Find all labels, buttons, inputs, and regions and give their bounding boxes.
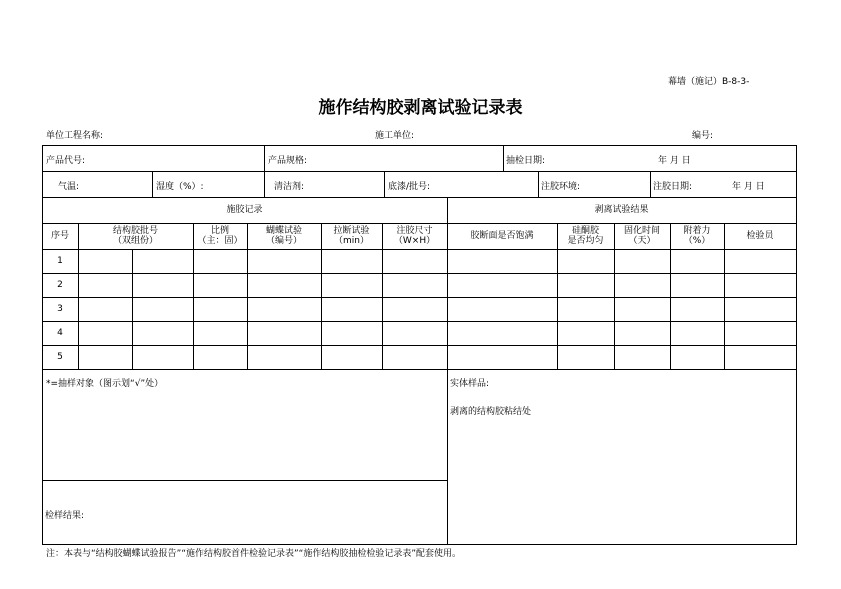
- table-row-index: 5: [57, 352, 63, 362]
- col-header-uniform: 硅酮胶 是否均匀: [567, 226, 604, 246]
- cleaner-label: 清洁剂:: [274, 182, 305, 192]
- col-header-ratio: 比例 （主：固）: [197, 226, 243, 246]
- physical-sample-label: 实体样品:: [450, 379, 490, 389]
- sampling-date-value: 年 月 日: [658, 156, 691, 166]
- col-header-batch: 结构胶批号 （双组份）: [112, 226, 158, 246]
- product-spec-label: 产品规格:: [268, 156, 308, 166]
- group-header-peel-result: 剥离试验结果: [594, 205, 649, 215]
- product-code-label: 产品代号:: [46, 156, 86, 166]
- col-header-index: 序号: [50, 231, 69, 241]
- group-header-glue-record: 施胶记录: [226, 205, 263, 215]
- sampling-date-label: 抽检日期:: [506, 156, 546, 166]
- table-row-index: 3: [57, 304, 63, 314]
- table-row-index: 2: [57, 280, 63, 290]
- glue-date-value: 年 月 日: [732, 182, 765, 192]
- sampling-object-label: *=抽样对象（图示划“√”处）: [46, 379, 164, 389]
- col-header-inspector: 检验员: [746, 231, 774, 241]
- glue-date-label: 注胶日期:: [653, 182, 693, 192]
- table-row-index: 1: [57, 256, 63, 266]
- col-header-pull: 拉断试验 （min）: [333, 226, 370, 246]
- col-header-size: 注胶尺寸 （W×H）: [393, 226, 436, 246]
- glue-env-label: 注胶环境:: [541, 182, 581, 192]
- footer-note: 注：本表与“结构胶蝴蝶试验报告”“施作结构胶首件检验记录表”“施作结构胶抽检检验记录表”配套使用。: [46, 549, 461, 559]
- peeled-area-label: 剥离的结构胶粘结处: [450, 407, 532, 417]
- table-row-index: 4: [57, 328, 63, 338]
- col-header-cure: 固化时间 （天）: [623, 226, 660, 246]
- unit-project-label: 单位工程名称:: [46, 131, 104, 141]
- sampling-result-label: 检样结果:: [45, 511, 85, 521]
- humidity-label: 湿度（%）:: [156, 182, 204, 192]
- col-header-section: 胶断面是否饱满: [470, 231, 534, 241]
- temperature-label: 气温:: [58, 182, 80, 192]
- form-code: 幕墙（施记）B-8-3-: [668, 77, 750, 87]
- col-header-adhesion: 附着力 （%）: [683, 226, 711, 246]
- col-header-butterfly: 蝴蝶试验 （编号）: [265, 226, 302, 246]
- construction-unit-label: 施工单位:: [375, 131, 415, 141]
- page-title: 施作结构胶剥离试验记录表: [318, 98, 523, 118]
- primer-label: 底漆/批号:: [388, 182, 431, 192]
- number-label: 编号:: [692, 131, 714, 141]
